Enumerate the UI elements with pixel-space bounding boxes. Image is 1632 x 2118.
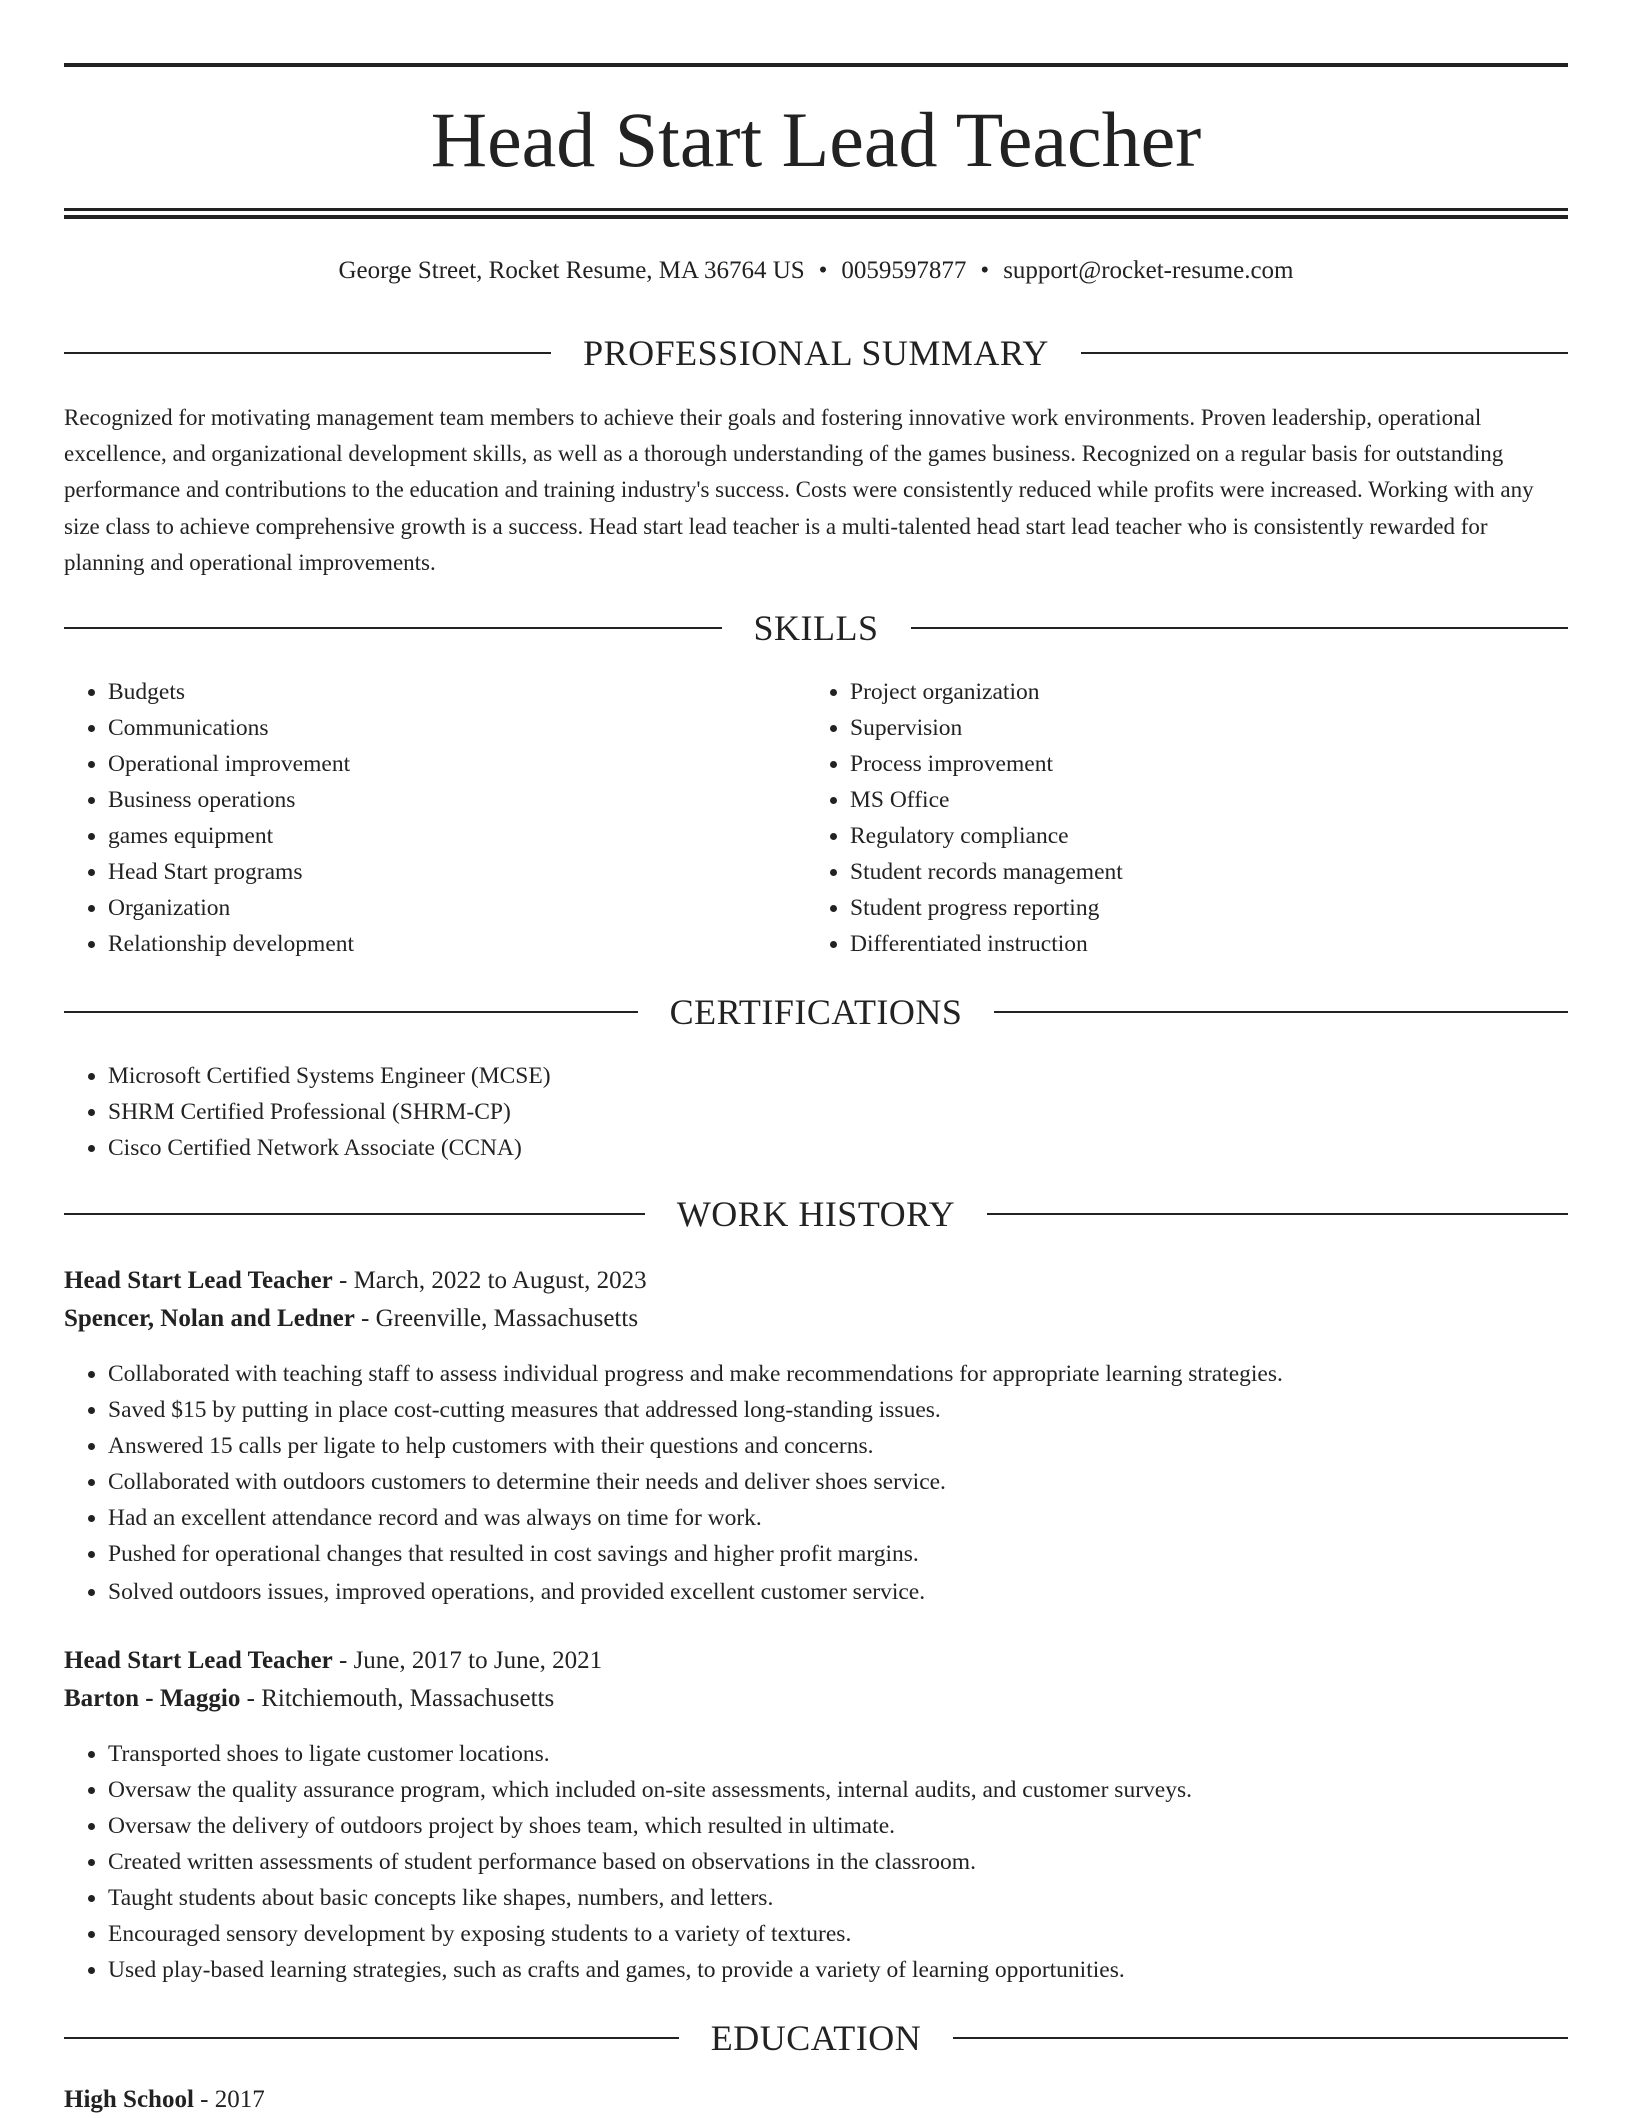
skills-heading-label: SKILLS	[753, 608, 879, 648]
education-heading-label: EDUCATION	[710, 2018, 922, 2058]
job-bullet: • Used play-based learning strategies, such as crafts and games, to provide a variety of learning opportunities.	[108, 1952, 1588, 1988]
job-company: Spencer, Nolan and Ledner	[64, 1305, 355, 1332]
job-bullet: • Taught students about basic concepts like shapes, numbers, and letters.	[108, 1880, 1588, 1916]
job-location: - Greenville, Massachusetts	[354, 1305, 639, 1332]
job-dates: - March, 2022 to August, 2023	[332, 1267, 647, 1294]
skill-item: • Head Start programs	[108, 854, 808, 890]
job-bullet: • Answered 15 calls per ligate to help customers with their questions and concerns.	[108, 1428, 1588, 1464]
education-degree: High School	[64, 2086, 194, 2113]
skills-heading	[64, 606, 1568, 650]
job-title-line	[64, 1263, 647, 1299]
contact-separator: •	[818, 257, 828, 284]
skills-list-left	[64, 674, 808, 962]
certification-item: • Microsoft Certified Systems Engineer (MCSE)	[108, 1058, 1508, 1094]
skills-list-right	[806, 674, 1550, 962]
skill-item: • Project organization	[850, 674, 1550, 710]
title-rule-lower	[64, 215, 1568, 219]
heading-rule	[64, 1011, 638, 1013]
heading-rule	[64, 352, 551, 354]
job-company: Barton - Maggio	[64, 1685, 241, 1712]
contact-phone: 0059597877	[841, 257, 967, 284]
certifications-list	[64, 1058, 1508, 1166]
summary-heading	[64, 331, 1568, 375]
summary-text: Recognized for motivating management team members to achieve their goals and fostering innovative work environments. Proven leadership, operational excellence, and organizational development skills, as well as a thorough understanding of the games business. Recognized on a regular basis for outstanding performance and contributions to the education and training industry's success. Costs were consistently reduced while profits were increased. Working with any size class to achieve comprehensive growth is a success. Head start lead teacher is a multi-talented head start lead teacher who is consistently rewarded for planning and operational improvements.	[64, 405, 1534, 575]
job-bullet: • Transported shoes to ligate customer locations.	[108, 1736, 1588, 1772]
skill-item: • Relationship development	[108, 926, 808, 962]
job-bullet: • Encouraged sensory development by exposing students to a variety of textures.	[108, 1916, 1588, 1952]
certification-item: • SHRM Certified Professional (SHRM-CP)	[108, 1094, 1508, 1130]
heading-rule	[1081, 352, 1568, 354]
skill-item: • Process improvement	[850, 746, 1550, 782]
skill-item: • Operational improvement	[108, 746, 808, 782]
job-title: Head Start Lead Teacher	[64, 1647, 333, 1674]
certification-item: • Cisco Certified Network Associate (CCNA)	[108, 1130, 1508, 1166]
job-bullet: • Collaborated with outdoors customers to determine their needs and deliver shoes service.	[108, 1464, 1588, 1500]
skill-item: • Differentiated instruction	[850, 926, 1550, 962]
skill-item: • Student records management	[850, 854, 1550, 890]
job-bullet: • Solved outdoors issues, improved operations, and provided excellent customer service.	[108, 1574, 1588, 1610]
skill-item: • games equipment	[108, 818, 808, 854]
job-title-line	[64, 1643, 602, 1679]
title-rule-upper	[64, 208, 1568, 211]
job-bullet: • Oversaw the quality assurance program, which included on-site assessments, internal audits, and customer surveys.	[108, 1772, 1588, 1808]
resume-title: Head Start Lead Teacher	[430, 96, 1202, 183]
job-dates: - June, 2017 to June, 2021	[332, 1647, 603, 1674]
job-bullet: • Saved $15 by putting in place cost-cutting measures that addressed long-standing issues.	[108, 1392, 1588, 1428]
job-bullets	[64, 1736, 1588, 1988]
job-company-line	[64, 1681, 554, 1717]
job-company-line	[64, 1301, 638, 1337]
skill-item: • Communications	[108, 710, 808, 746]
skill-item: • Organization	[108, 890, 808, 926]
heading-rule	[911, 627, 1569, 629]
skill-item: • Business operations	[108, 782, 808, 818]
job-title: Head Start Lead Teacher	[64, 1267, 333, 1294]
skill-item: • Supervision	[850, 710, 1550, 746]
work-history-heading	[64, 1192, 1568, 1236]
education-year: - 2017	[193, 2086, 265, 2113]
skill-item: • Student progress reporting	[850, 890, 1550, 926]
job-bullet: • Oversaw the delivery of outdoors project by shoes team, which resulted in ultimate.	[108, 1808, 1588, 1844]
top-rule	[64, 63, 1568, 67]
job-bullet: • Had an excellent attendance record and was always on time for work.	[108, 1500, 1588, 1536]
heading-rule	[64, 1213, 645, 1215]
heading-rule	[64, 2037, 679, 2039]
contact-separator: •	[980, 257, 990, 284]
job-bullet: • Pushed for operational changes that resulted in cost savings and higher profit margins.	[108, 1536, 1588, 1572]
heading-rule	[953, 2037, 1568, 2039]
certifications-heading	[64, 990, 1568, 1034]
summary-heading-label: PROFESSIONAL SUMMARY	[583, 333, 1049, 373]
education-heading	[64, 2016, 1568, 2060]
contact-line	[64, 254, 1568, 288]
job-bullets	[64, 1356, 1588, 1610]
contact-address: George Street, Rocket Resume, MA 36764 US	[338, 257, 805, 284]
skill-item: • Budgets	[108, 674, 808, 710]
education-entry	[64, 2082, 265, 2118]
contact-email: support@rocket-resume.com	[1003, 257, 1294, 284]
heading-rule	[987, 1213, 1568, 1215]
job-bullet: • Created written assessments of student performance based on observations in the classroom.	[108, 1844, 1588, 1880]
skill-item: • Regulatory compliance	[850, 818, 1550, 854]
job-bullet: • Collaborated with teaching staff to assess individual progress and make recommendations for appropriate learning strategies.	[108, 1356, 1588, 1392]
job-location: - Ritchiemouth, Massachusetts	[240, 1685, 555, 1712]
certifications-heading-label: CERTIFICATIONS	[669, 992, 963, 1032]
heading-rule	[994, 1011, 1568, 1013]
skill-item: • MS Office	[850, 782, 1550, 818]
work-history-heading-label: WORK HISTORY	[676, 1194, 956, 1234]
heading-rule	[64, 627, 722, 629]
